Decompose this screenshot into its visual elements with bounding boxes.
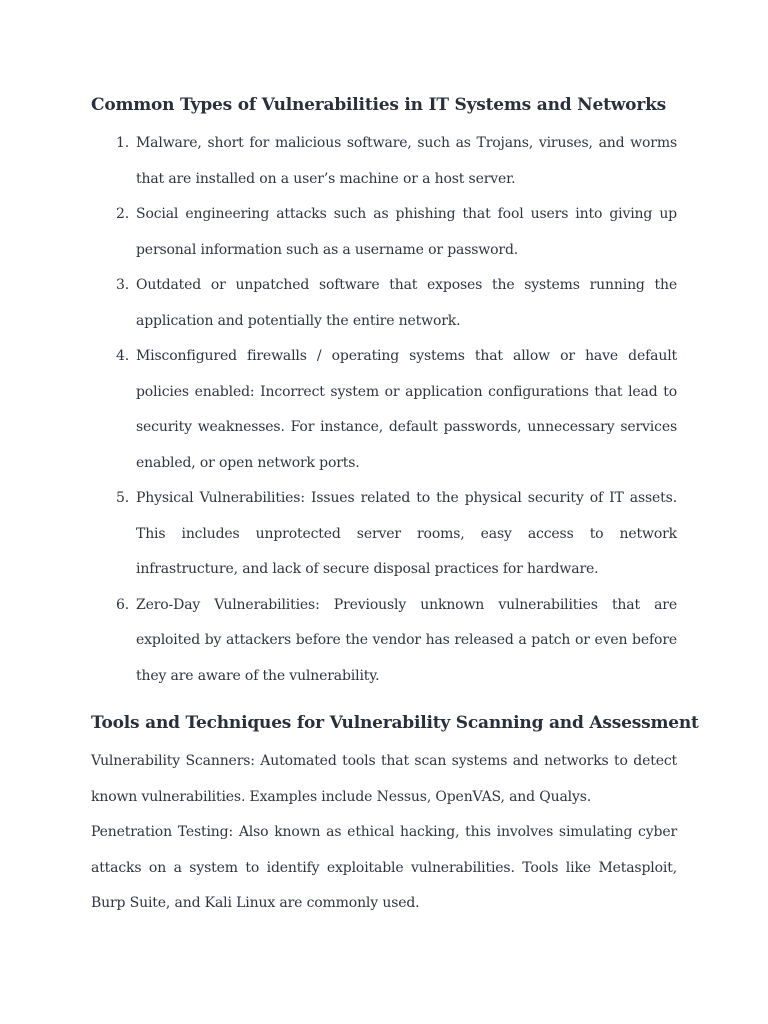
list-item — [91, 126, 677, 197]
paragraph-penetration-testing: Penetration Testing: Also known as ethical hacking, this involves simulating cyber attacks on a system to identify exploitable vulnerabilities. Tools like Metasploit, Burp Suite, and Kali Linux are commonly used. — [91, 824, 677, 911]
list-item-text: Social engineering attacks such as phishing that fool users into giving up personal information such as a username or password. — [136, 206, 677, 258]
list-item-text: Misconfigured firewalls / operating systems that allow or have default policies enabled: Incorrect system or application configurations that lead to security weaknesses. For instance, default passwords, unnecessary services enabled, or open network ports. — [136, 348, 677, 471]
list-item — [91, 481, 677, 588]
list-item — [91, 588, 677, 695]
list-item-number: 1. — [115, 135, 129, 151]
list-item — [91, 339, 677, 481]
vulnerability-types-list — [91, 126, 677, 694]
list-item-number: 6. — [115, 596, 129, 613]
section-heading-scanning-tools: Tools and Techniques for Vulnerability Scanning and Assessment — [91, 713, 699, 733]
list-item-text: Outdated or unpatched software that exposes the systems running the application and potentially the entire network. — [136, 277, 677, 329]
paragraph-vulnerability-scanners: Vulnerability Scanners: Automated tools that scan systems and networks to detect known vulnerabilities. Examples include Nessus, OpenVAS, and Qualys. — [91, 753, 677, 805]
list-item-number: 3. — [115, 277, 129, 293]
list-item-text: Physical Vulnerabilities: Issues related to the physical security of IT assets. This includes unprotected server rooms, easy access to network infrastructure, and lack of secure disposal practices for hardware. — [136, 490, 677, 577]
list-item-text: Malware, short for malicious software, such as Trojans, viruses, and worms that are installed on a user’s machine or a host server. — [136, 135, 677, 187]
list-item-number: 5. — [115, 490, 129, 506]
document-page — [91, 92, 699, 922]
list-item-text: Zero-Day Vulnerabilities: Previously unknown vulnerabilities that are exploited by attackers before the vendor has released a patch or even before they are aware of the vulnerability. — [136, 596, 677, 684]
list-item-number: 4. — [115, 348, 129, 364]
list-item — [91, 268, 677, 339]
list-item-number: 2. — [115, 206, 129, 222]
section-heading-vulnerability-types: Common Types of Vulnerabilities in IT Systems and Networks — [91, 95, 667, 115]
list-item — [91, 197, 677, 268]
